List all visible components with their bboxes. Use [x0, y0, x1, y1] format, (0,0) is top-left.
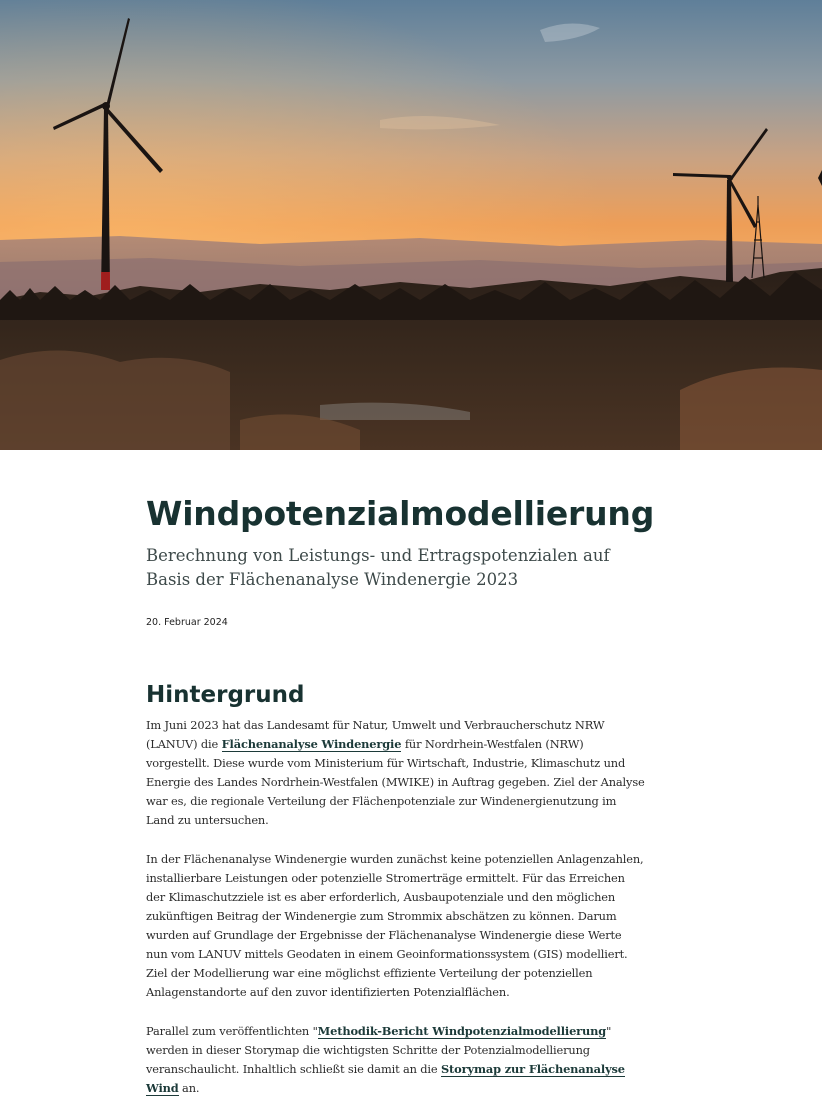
methodik-bericht-link[interactable]: Methodik-Bericht Windpotenzialmodellierung — [317, 1024, 607, 1038]
paragraph-text: für Nordrhein-Westfalen (NRW) vorgestellt. Diese wurde vom Ministerium für Wirtschaft, Industrie, Klimaschutz und Energie des Landes Nordrhein-Westfalen (MWIKE) in Auftrag gegeben. Ziel der Analyse war es, die regionale Verteilung der Flächenpotenziale zur Windenergienutzung im Land zu untersuchen. — [146, 737, 645, 827]
section-heading: Hintergrund — [146, 682, 305, 708]
paragraph-text: an. — [178, 1081, 200, 1095]
paragraph-storymap — [146, 1022, 646, 1098]
paragraph-text: Im Juni 2023 hat das Landesamt für Natur, Umwelt und Verbraucherschutz NRW (LANUV) die — [146, 718, 605, 751]
paragraph-modelling: In der Flächenanalyse Windenergie wurden zunächst keine potenziellen Anlagenzahlen, installierbare Leistungen oder potenzielle Stromerträge ermittelt. Für das Erreichen der Klimaschutzziele ist es aber erforderlich, Ausbaupotenziale und den möglichen zukünftigen Beitrag der Windenergie zum Strommix abschätzen zu können. Darum wurden auf Grundlage der Ergebnisse der Flächenanalyse Windenergie diese Werte nun vom LANUV mittels Geodaten in einem Geoinformationssystem (GIS) modelliert. Ziel der Modellierung war eine möglichst effiziente Verteilung der potenziellen Anlagenstandorte auf den zuvor identifizierten Potenzialflächen. — [146, 852, 644, 999]
flaechenanalyse-link[interactable]: Flächenanalyse Windenergie — [221, 737, 402, 751]
page-subtitle: Berechnung von Leistungs- und Ertragspotenzialen auf Basis der Flächenanalyse Windenergie 2023 — [146, 546, 610, 589]
publish-date: 20. Februar 2024 — [146, 617, 228, 628]
storymap-flaechenanalyse-link[interactable]: Storymap zur Flächenanalyse Wind — [146, 1062, 625, 1095]
page-title: Windpotenzialmodellierung — [146, 494, 655, 533]
hero-image — [0, 0, 822, 450]
paragraph-text: Parallel zum veröffentlichten " — [146, 1024, 318, 1038]
article-content — [146, 450, 655, 1098]
paragraph-text: " werden in dieser Storymap die wichtigsten Schritte der Potenzialmodellierung veranschaulicht. Inhaltlich schließt sie damit an die — [146, 1024, 612, 1076]
paragraph-intro — [146, 716, 646, 830]
